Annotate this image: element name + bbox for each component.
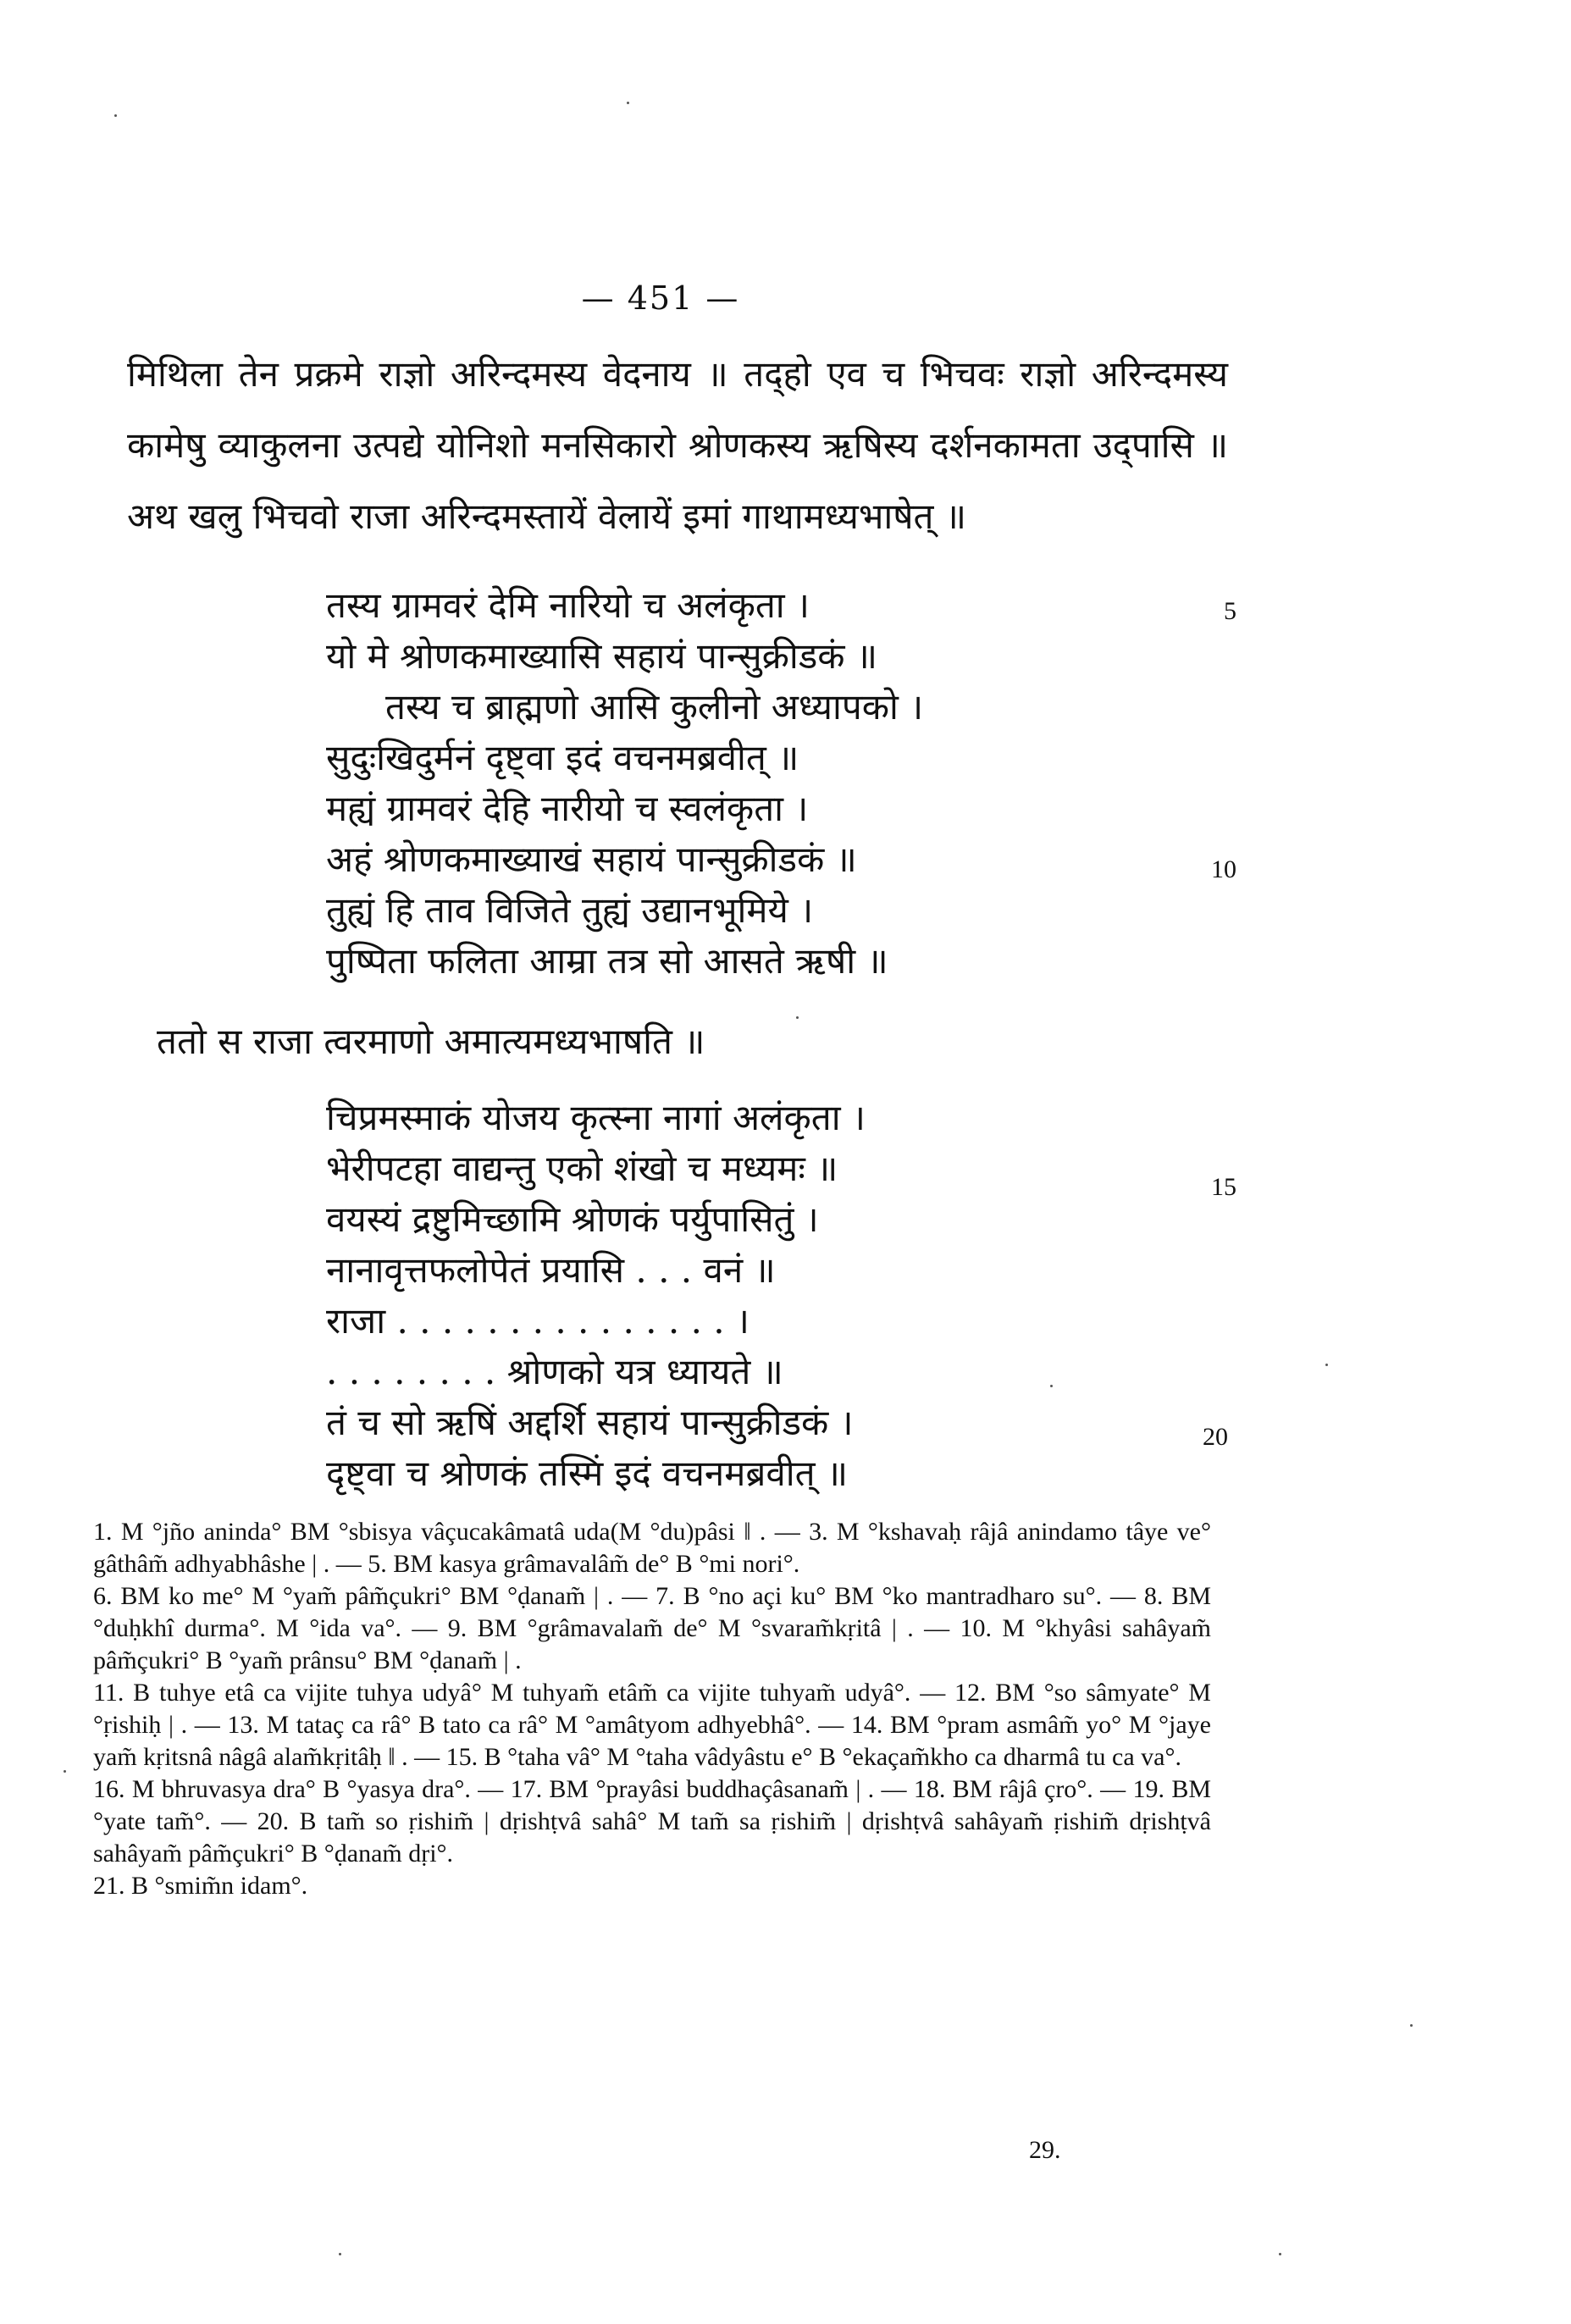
- line-number: 10: [1211, 855, 1236, 883]
- verse-line: सुदुःखिदुर्मनं दृष्ट्वा इदं वचनमब्रवीत् ॥: [326, 737, 799, 778]
- footnote: 16. M bhruvasya dra° B °yasya dra°. — 17. BM °prayâsi buddhaçâsanam̃ | . — 18. BM râjâ çro°. — 19. BM °yate tam̃°. — 20. B tam̃ so ṛishim̃ | dṛishṭvâ sahâ° M tam̃ sa ṛishim̃ | dṛishṭvâ sahâyam̃ ṛishim̃ dṛishṭvâ sahâyam̃ pâm̃çukri° B °ḍanam̃ dṛi°.: [93, 1775, 1211, 1868]
- paper-speck: [64, 1770, 66, 1773]
- line-number: 5: [1224, 597, 1236, 625]
- paper-speck: [339, 2253, 341, 2255]
- verse-line: चिप्रमस्माकं योजय कृत्स्ना नागां अलंकृता ।: [326, 1097, 866, 1138]
- prose-paragraph-2: ततो स राजा त्वरमाणो अमात्यमध्यभाषति ॥: [157, 1021, 705, 1062]
- verse-line: तस्य ग्रामवरं देमि नारियो च अलंकृता ।: [326, 584, 810, 626]
- paper-speck: [1279, 2253, 1281, 2255]
- signature-mark: 29.: [1029, 2136, 1061, 2164]
- prose-paragraph-1: मिथिला तेन प्रक्रमे राज्ञो अरिन्दमस्य वेदनाय ॥ तद्हो एव च भिचवः राज्ञो अरिन्दमस्य कामेषु व्याकुलना उत्पद्ये योनिशो मनसिकारो श्रोणकस्य ऋषिस्य दर्शनकामता उद्पासि ॥ अथ खलु भिचवो राजा अरिन्दमस्तायें वेलायें इमां गाथामध्यभाषेत् ॥: [127, 353, 1228, 537]
- paper-speck: [1050, 1385, 1053, 1387]
- paper-speck: [1325, 1364, 1328, 1366]
- footnote: 21. B °smim̃n idam°.: [93, 1872, 308, 1900]
- verse-line: तस्य च ब्राह्मणो आसि कुलीनो अध्यापको ।: [385, 686, 924, 728]
- verse-line: भेरीपटहा वाद्यन्तु एको शंखो च मध्यमः ॥: [326, 1148, 838, 1189]
- paper-speck: [1410, 2024, 1413, 2027]
- verse-block-2: [326, 1093, 1258, 1499]
- verse-line: नानावृत्तफलोपेतं प्रयासि . . . वनं ॥: [326, 1249, 776, 1291]
- verse-line: तं च सो ऋषिं अद्दर्शि सहायं पान्सुक्रीडकं ।: [326, 1402, 854, 1443]
- verse-line: राजा . . . . . . . . . . . . . . . ।: [326, 1300, 750, 1342]
- paper-speck: [796, 1016, 799, 1019]
- line-number: 15: [1211, 1173, 1236, 1201]
- footnote: 6. BM ko me° M °yam̃ pâm̃çukri° BM °ḍanam̃ | . — 7. B °no açi ku° BM °ko mantradharo su°. — 8. BM °duḥkhî durma°. M °ida va°. — 9. BM °grâmavalam̃ de° M °svaram̃kṛitâ | . — 10. M °khyâsi sahâyam̃ pâm̃çukri° B °yam̃ prânsu° BM °ḍanam̃ | .: [93, 1582, 1211, 1674]
- verse-line: यो मे श्रोणकमाख्यासि सहायं पान्सुक्रीडकं ॥: [326, 635, 878, 677]
- paper-speck: [114, 114, 117, 117]
- footnote: 11. B tuhye etâ ca vijite tuhya udyâ° M tuhyam̃ etâm̃ ca vijite tuhyam̃ udyâ°. — 12. BM °so sâmyate° M °ṛishiḥ | . — 13. M tataç ca râ° B tato ca râ° M °amâtyom adhyebhâ°. — 14. BM °pram asmâm̃ yo° M °jaye yam̃ kṛitsnâ nâgâ alam̃kṛitâḥ ‖ . — 15. B °taha vâ° M °taha vâdyâstu e° B °ekaçam̃kho ca dharmâ tu ca va°.: [93, 1679, 1211, 1771]
- verse-line: तुह्यं हि ताव विजिते तुह्यं उद्यानभूमिये ।: [326, 889, 814, 931]
- verse-line: . . . . . . . . श्रोणको यत्र ध्यायते ॥: [326, 1351, 783, 1392]
- verse-block-1: [326, 580, 1258, 987]
- verse-line: मह्यं ग्रामवरं देहि नारीयो च स्वलंकृता ।: [326, 788, 809, 829]
- verse-line: पुष्पिता फलिता आम्रा तत्र सो आसते ऋषी ॥: [326, 940, 888, 982]
- paper-speck: [627, 102, 629, 104]
- verse-line: दृष्ट्वा च श्रोणकं तस्मिं इदं वचनमब्रवीत् ॥: [326, 1452, 849, 1494]
- page-number: — 451 —: [581, 279, 740, 317]
- footnote: 1. M °jño aninda° BM °sbisya vâçucakâmatâ uda(M °du)pâsi ‖ . — 3. M °kshavaḥ râjâ anindamo tâye ve° gâthâm̃ adhyabhâshe | . — 5. BM kasya grâmavalâm̃ de° B °mi nori°.: [93, 1518, 1211, 1578]
- verse-line: वयस्यं द्रष्टुमिच्छामि श्रोणकं पर्युपासितुं ।: [326, 1198, 819, 1240]
- line-number: 20: [1203, 1423, 1228, 1451]
- footnotes: [93, 1516, 1211, 1902]
- verse-line: अहं श्रोणकमाख्याखं सहायं पान्सुक्रीडकं ॥: [326, 838, 857, 880]
